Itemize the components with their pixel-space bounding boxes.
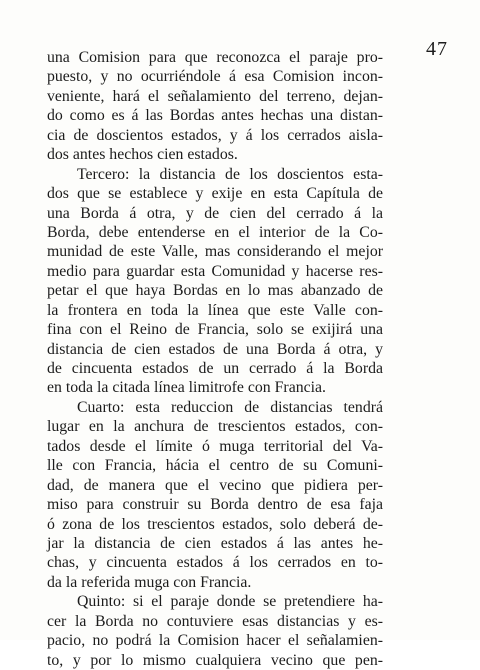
text-line: Borda, debe entenderse en el interior de la Co- bbox=[47, 223, 383, 241]
text-line: cia de doscientos estados, y á los cerrados aisla- bbox=[47, 126, 383, 144]
text-line: de cincuenta estados de un cerrado á la Borda bbox=[47, 360, 383, 377]
text-line: tados desde el límite ó muga territorial del Va- bbox=[47, 437, 383, 455]
text-line: una Comision para que reconozca el paraje pro- bbox=[47, 49, 383, 66]
text-line: una Borda á otra, y de cien del cerrado á la bbox=[47, 204, 383, 222]
text-line: Cuarto: esta reduccion de distancias tendrá bbox=[77, 398, 383, 416]
text-line: dos antes hechos cien estados. bbox=[47, 146, 238, 164]
text-line: munidad de este Valle, mas considerando el mejor bbox=[47, 243, 383, 261]
text-line: da la referida muga con Francia. bbox=[47, 573, 252, 591]
text-line: lugar en la anchura de trescientos estados, con- bbox=[47, 418, 383, 436]
text-line: veniente, hará el señalamiento del terreno, dejan- bbox=[47, 87, 383, 105]
text-line: jar la distancia de cien estados á las antes he- bbox=[47, 534, 383, 552]
text-line: Tercero: la distancia de los doscientos esta- bbox=[77, 165, 383, 183]
text-line: medio para guardar esta Comunidad y hacerse res- bbox=[47, 262, 383, 280]
page-number: 47 bbox=[426, 38, 448, 60]
text-line: to, y por lo mismo cualquiera vecino que pen- bbox=[47, 651, 383, 669]
text-line: cer la Borda no contuviere esas distancias y es- bbox=[47, 612, 383, 630]
text-line: en toda la citada línea limitrofe con Francia. bbox=[47, 379, 326, 397]
text-line: lle con Francia, hácia el centro de su Comuni- bbox=[47, 457, 383, 475]
text-line: petar el que haya Bordas en lo mas abanzado de bbox=[47, 282, 383, 300]
text-line: fina con el Reino de Francia, solo se exijirá una bbox=[47, 321, 383, 339]
text-line: la frontera en toda la línea que este Valle con- bbox=[47, 301, 383, 319]
text-line: miso para construir su Borda dentro de esa faja bbox=[47, 496, 383, 514]
text-line: dos que se establece y exije en esta Capítula de bbox=[47, 185, 383, 203]
text-line: dad, de manera que el vecino que pidiera per- bbox=[47, 476, 383, 494]
text-line: do como es á las Bordas antes hechas una distan- bbox=[47, 107, 383, 125]
text-line: pacio, no podrá la Comision hacer el señalamien- bbox=[47, 632, 383, 650]
text-line: Quinto: si el paraje donde se pretendiere ha- bbox=[77, 593, 383, 611]
body-text bbox=[47, 48, 383, 670]
text-line: puesto, y no ocurriéndole á esa Comision incon- bbox=[47, 68, 383, 86]
text-line: chas, y cincuenta estados á los cerrados en to- bbox=[47, 554, 383, 572]
text-line: ó zona de los trescientos estados, solo deberá de- bbox=[47, 515, 383, 533]
text-line: distancia de cien estados de una Borda á otra, y bbox=[47, 340, 383, 358]
